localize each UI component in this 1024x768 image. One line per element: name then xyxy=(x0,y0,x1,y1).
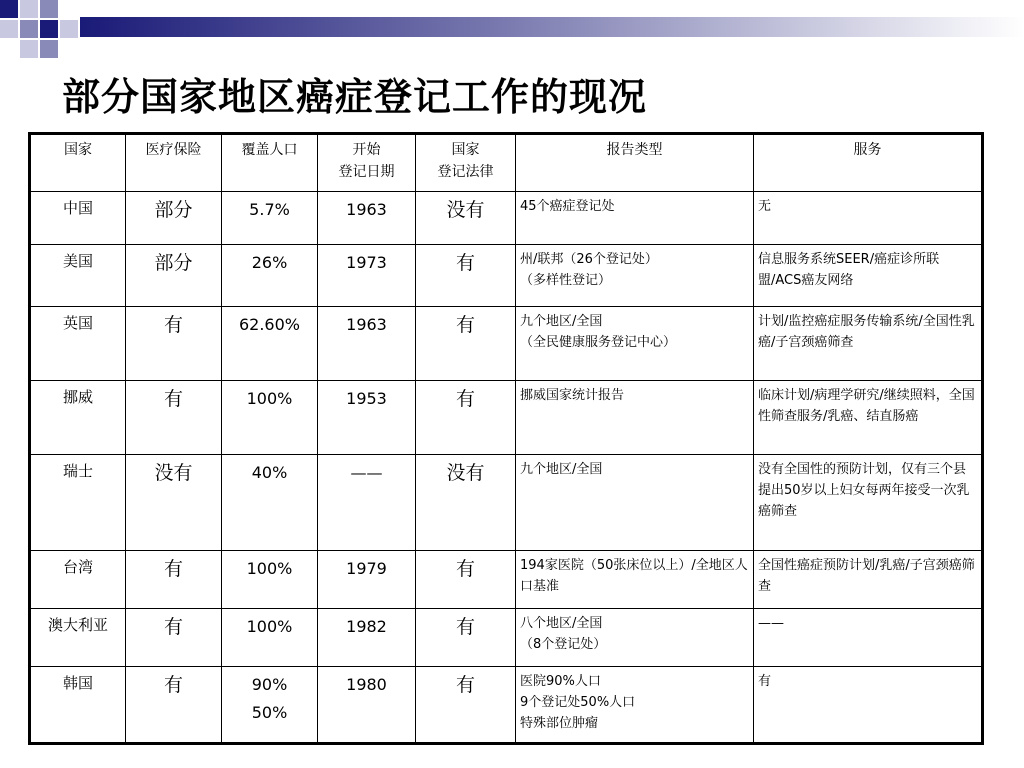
decor-square-8 xyxy=(20,40,38,58)
cell-start-date: 1980 xyxy=(318,667,416,744)
decor-square-7 xyxy=(60,20,78,38)
cell-report-type xyxy=(516,551,754,609)
report-line: 八个地区/全国 xyxy=(520,616,603,631)
cell-insurance: 有 xyxy=(126,381,222,455)
report-line: 九个地区/全国 xyxy=(520,314,603,329)
cell-service: —— xyxy=(754,609,983,667)
cell-report-type xyxy=(516,307,754,381)
coverage-value: 5.7% xyxy=(249,200,290,219)
cell-report-type xyxy=(516,192,754,245)
cell-start-date: 1982 xyxy=(318,609,416,667)
registry-table xyxy=(28,132,984,745)
cell-coverage xyxy=(222,551,318,609)
coverage-value: 90% xyxy=(251,675,288,694)
report-line: 医院90%人口 xyxy=(520,674,601,689)
cell-start-date: 1963 xyxy=(318,307,416,381)
cell-insurance: 部分 xyxy=(126,192,222,245)
report-line: 九个地区/全国 xyxy=(520,462,603,477)
cell-insurance: 没有 xyxy=(126,455,222,551)
decor-square-5 xyxy=(20,20,38,38)
decor-square-2 xyxy=(20,0,38,18)
table-row xyxy=(30,455,983,551)
header-law: 国家 登记法律 xyxy=(416,134,516,192)
cell-law: 有 xyxy=(416,245,516,307)
cell-country: 挪威 xyxy=(30,381,126,455)
cell-service: 信息服务系统SEER/癌症诊所联盟/ACS癌友网络 xyxy=(754,245,983,307)
coverage-value: 100% xyxy=(246,559,293,578)
cell-country: 美国 xyxy=(30,245,126,307)
table-row xyxy=(30,381,983,455)
decor-square-9 xyxy=(40,40,58,58)
report-line: 45个癌症登记处 xyxy=(520,199,615,214)
decor-square-6 xyxy=(40,20,58,38)
cell-coverage xyxy=(222,667,318,744)
table-row xyxy=(30,192,983,245)
cell-country: 澳大利亚 xyxy=(30,609,126,667)
cell-coverage xyxy=(222,609,318,667)
header-report-type: 报告类型 xyxy=(516,134,754,192)
coverage-value: 100% xyxy=(246,389,293,408)
cell-service: 计划/监控癌症服务传输系统/全国性乳癌/子宫颈癌筛查 xyxy=(754,307,983,381)
cell-report-type xyxy=(516,245,754,307)
cell-service: 没有全国性的预防计划，仅有三个县提出50岁以上妇女每两年接受一次乳癌筛查 xyxy=(754,455,983,551)
coverage-value: 40% xyxy=(251,463,288,482)
header-start-date: 开始 登记日期 xyxy=(318,134,416,192)
table-row xyxy=(30,667,983,744)
cell-insurance: 有 xyxy=(126,551,222,609)
cell-law: 有 xyxy=(416,667,516,744)
header-coverage: 覆盖人口 xyxy=(222,134,318,192)
cell-start-date: —— xyxy=(318,455,416,551)
cell-coverage xyxy=(222,192,318,245)
cell-insurance: 有 xyxy=(126,609,222,667)
cell-coverage xyxy=(222,245,318,307)
header-service: 服务 xyxy=(754,134,983,192)
cell-service: 有 xyxy=(754,667,983,744)
table-row xyxy=(30,609,983,667)
cell-report-type xyxy=(516,381,754,455)
cell-service: 临床计划/病理学研究/继续照料，全国性筛查服务/乳癌、结直肠癌 xyxy=(754,381,983,455)
cell-service: 无 xyxy=(754,192,983,245)
cell-country: 台湾 xyxy=(30,551,126,609)
report-line: （多样性登记） xyxy=(520,273,612,288)
table-row xyxy=(30,551,983,609)
cell-insurance: 部分 xyxy=(126,245,222,307)
report-line: 挪威国家统计报告 xyxy=(520,388,625,403)
header-country: 国家 xyxy=(30,134,126,192)
cell-country: 瑞士 xyxy=(30,455,126,551)
cell-law: 有 xyxy=(416,307,516,381)
cell-report-type xyxy=(516,609,754,667)
decor-gradient-bar xyxy=(80,17,1024,37)
cell-insurance: 有 xyxy=(126,667,222,744)
coverage-value: 26% xyxy=(251,253,288,272)
cell-start-date: 1963 xyxy=(318,192,416,245)
report-line: （8个登记处） xyxy=(520,637,607,652)
cell-law: 有 xyxy=(416,551,516,609)
cell-law: 有 xyxy=(416,381,516,455)
cell-coverage xyxy=(222,455,318,551)
decor-square-1 xyxy=(0,0,18,18)
coverage-value: 62.60% xyxy=(238,315,300,334)
cell-law: 没有 xyxy=(416,192,516,245)
report-line: 9个登记处50%人口 xyxy=(520,695,636,710)
cell-coverage xyxy=(222,307,318,381)
cell-start-date: 1953 xyxy=(318,381,416,455)
table-row xyxy=(30,245,983,307)
table-header-row xyxy=(30,134,983,192)
slide-title: 部分国家地区癌症登记工作的现况 xyxy=(62,74,648,119)
report-line: 州/联邦（26个登记处） xyxy=(520,252,658,267)
cell-insurance: 有 xyxy=(126,307,222,381)
coverage-value: 100% xyxy=(246,617,293,636)
report-line: 194家医院（50张床位以上）/全地区人口基准 xyxy=(520,558,748,594)
report-line: 特殊部位肿瘤 xyxy=(520,716,599,731)
report-line: （全民健康服务登记中心） xyxy=(520,335,677,350)
cell-coverage xyxy=(222,381,318,455)
cell-start-date: 1979 xyxy=(318,551,416,609)
decor-square-4 xyxy=(40,0,58,18)
cell-start-date: 1973 xyxy=(318,245,416,307)
decor-square-3 xyxy=(0,20,18,38)
cell-country: 韩国 xyxy=(30,667,126,744)
cell-report-type xyxy=(516,455,754,551)
header-insurance: 医疗保险 xyxy=(126,134,222,192)
coverage-value: 50% xyxy=(251,703,288,722)
cell-country: 英国 xyxy=(30,307,126,381)
cell-law: 没有 xyxy=(416,455,516,551)
cell-country: 中国 xyxy=(30,192,126,245)
cell-service: 全国性癌症预防计划/乳癌/子宫颈癌筛查 xyxy=(754,551,983,609)
cell-report-type xyxy=(516,667,754,744)
table-row xyxy=(30,307,983,381)
cell-law: 有 xyxy=(416,609,516,667)
